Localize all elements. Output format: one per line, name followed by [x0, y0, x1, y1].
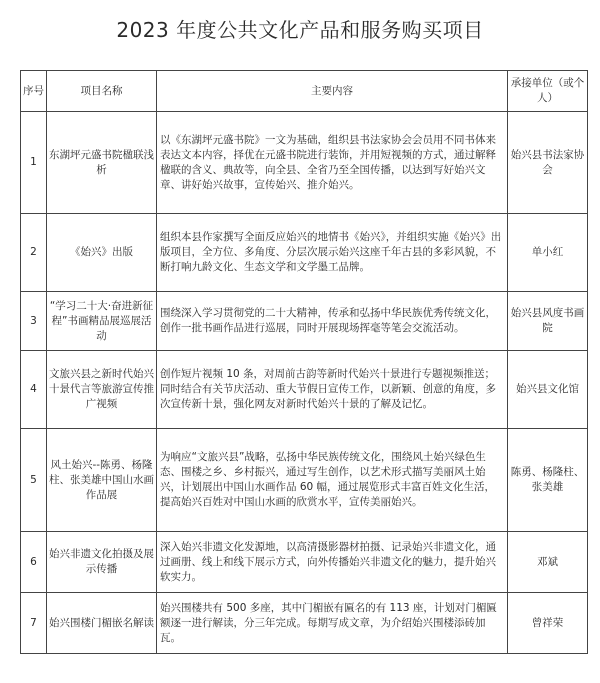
contractor: 始兴县文化馆: [508, 351, 588, 429]
row-number: 7: [21, 593, 47, 654]
project-name: “学习二十大·奋进新征程”书画精品展巡展活动: [47, 292, 157, 351]
table-row: [21, 532, 588, 593]
page-title: 2023 年度公共文化产品和服务购买项目: [116, 18, 484, 42]
contractor: 陈勇、杨隆柱、张美雄: [508, 429, 588, 532]
project-content: 深入始兴非遗文化发源地，以高清摄影器材拍摄、记录始兴非遗文化，通过画册、线上和线下展示方式，向外传播始兴非遗文化的魅力，提升始兴软实力。: [157, 532, 508, 593]
header-contractor: 承接单位（或个人）: [508, 71, 588, 112]
contractor: 曾祥荣: [508, 593, 588, 654]
row-number: 3: [21, 292, 47, 351]
contractor: 始兴县书法家协会: [508, 112, 588, 214]
table-row: [21, 214, 588, 292]
project-table: [20, 70, 588, 654]
project-content: 始兴围楼共有 500 多座，其中门楣嵌有匾名的有 113 座，计划对门楣匾额逐一进行解读，分三年完成。每期写成文章，为介绍始兴围楼添砖加瓦。: [157, 593, 508, 654]
table-row: [21, 593, 588, 654]
table-header-row: [21, 71, 588, 112]
contractor: 邓斌: [508, 532, 588, 593]
header-number: 序号: [21, 71, 47, 112]
table-row: [21, 112, 588, 214]
project-content: 为响应“文旅兴县”战略，弘扬中华民族传统文化，围绕风土始兴绿色生态、围楼之乡、乡村振兴，通过写生创作，以艺术形式描写美丽风土始兴，计划展出中国山水画作品 60 幅，通过展览形式丰富百姓文化生活，提高始兴百姓对中国山水画的欣赏水平，宣传美丽始兴。: [157, 429, 508, 532]
table-row: [21, 292, 588, 351]
project-name: 《始兴》出版: [47, 214, 157, 292]
row-number: 4: [21, 351, 47, 429]
table-row: [21, 429, 588, 532]
header-project-name: 项目名称: [47, 71, 157, 112]
project-content: 创作短片视频 10 条，对周前古韵等新时代始兴十景进行专题视频推送；同时结合有关节庆活动、重大节假日宣传工作，以新颖、创意的角度，多次宣传新十景，强化网友对新时代始兴十景的了解及记忆。: [157, 351, 508, 429]
row-number: 1: [21, 112, 47, 214]
header-main-content: 主要内容: [157, 71, 508, 112]
project-content: 组织本县作家撰写全面反应始兴的地情书《始兴》，并组织实施《始兴》出版项目，全方位、多角度、分层次展示始兴这座千年古县的多彩风貌，不断打响九龄文化、生态文学和文学墨工品牌。: [157, 214, 508, 292]
project-name: 始兴非遗文化拍摄及展示传播: [47, 532, 157, 593]
row-number: 6: [21, 532, 47, 593]
project-content: 以《东湖坪元盛书院》一文为基础，组织县书法家协会会员用不同书体来表达文本内容，择优在元盛书院进行装饰，并用短视频的方式，通过解释楹联的含义、典故等，向全县、全省乃至全国传播，以达到写好始兴文章、讲好始兴故事，宣传始兴、推介始兴。: [157, 112, 508, 214]
project-name: 始兴围楼门楣嵌名解读: [47, 593, 157, 654]
contractor: 始兴县风度书画院: [508, 292, 588, 351]
contractor: 单小红: [508, 214, 588, 292]
project-name: 文旅兴县之新时代始兴十景代言等旅游宣传推广视频: [47, 351, 157, 429]
project-name: 风土始兴--陈勇、杨隆柱、张美雄中国山水画作品展: [47, 429, 157, 532]
project-name: 东湖坪元盛书院楹联浅析: [47, 112, 157, 214]
project-content: 围绕深入学习贯彻党的二十大精神，传承和弘扬中华民族优秀传统文化，创作一批书画作品进行巡展，同时开展现场挥毫等笔会交流活动。: [157, 292, 508, 351]
row-number: 5: [21, 429, 47, 532]
table-row: [21, 351, 588, 429]
row-number: 2: [21, 214, 47, 292]
